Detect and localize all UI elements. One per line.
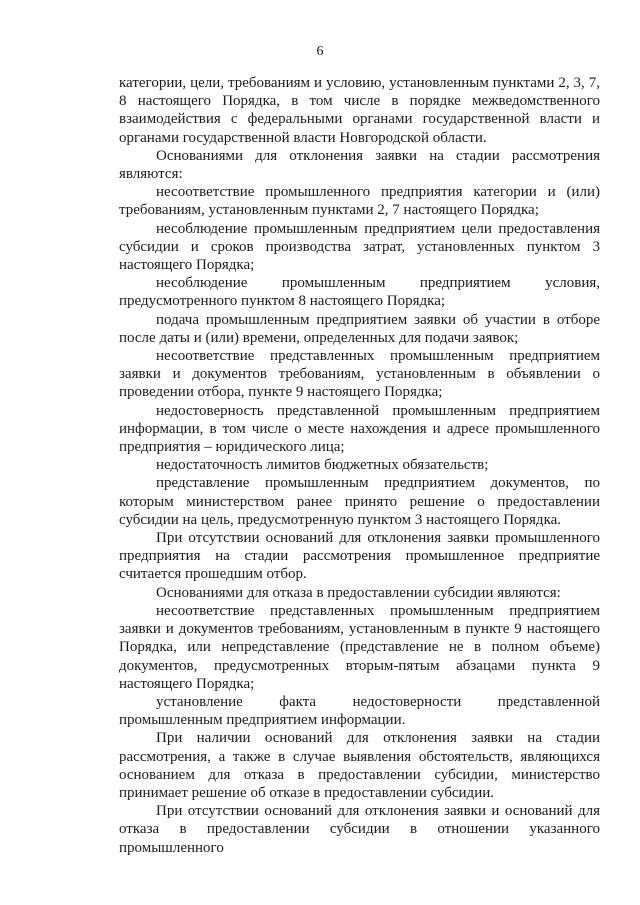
paragraph-8: недостоверность представленной промышленным предприятием информации, в том числе о месте нахождения и адресе промышленного предприятия – юридического лица;	[119, 402, 600, 456]
paragraph-2: Основаниями для отклонения заявки на стадии рассмотрения являются:	[119, 147, 600, 183]
paragraph-9: недостаточность лимитов бюджетных обязательств;	[156, 457, 489, 474]
paragraph-5: несоблюдение промышленным предприятием условия, предусмотренного пунктом 8 настоящего Порядка;	[119, 275, 600, 310]
paragraph-15: При наличии оснований для отклонения заявки на стадии рассмотрения, а также в случае выявления обстоятельств, являющихся основанием для отказа в предоставлении субсидии, министерство принимает решение об отказе в предоставлении субсидии.	[119, 730, 600, 801]
paragraph-4: несоблюдение промышленным предприятием цели предоставления субсидии и сроков производства затрат, установленных пунктом 3 настоящего Порядка;	[119, 220, 600, 274]
paragraph-16: При отсутствии оснований для отклонения заявки и оснований для отказа в предоставлении субсидии в отношении указанного промышленного	[119, 803, 600, 856]
paragraph-10: представление промышленным предприятием документов, по которым министерством ранее принято решение о предоставлении субсидии на цель, предусмотренную пунктом 3 настоящего Порядка.	[119, 475, 600, 528]
paragraph-13: несоответствие представленных промышленным предприятием заявки и документов требованиям, установленным в пункте 9 настоящего Порядка, или непредставление (представление не в полном объеме) документов, предусмотренных вторым-пятым абзацами пункта 9 настоящего Порядка;	[119, 602, 600, 692]
paragraph-1: категории, цели, требованиям и условию, установленным пунктами 2, 3, 7, 8 настоящего Порядка, в том числе в порядке межведомственного взаимодействия с федеральными органами государственной власти и органами государственной власти Новгородской области.	[119, 75, 600, 146]
paragraph-14: установление факта недостоверности представленной промышленным предприятием информации.	[119, 693, 600, 729]
paragraph-3: несоответствие промышленного предприятия категории и (или) требованиям, установленным пунктами 2, 7 настоящего Порядка;	[119, 184, 600, 219]
document-body	[119, 74, 600, 857]
paragraph-11: При отсутствии оснований для отклонения заявки промышленного предприятия на стадии рассмотрения промышленное предприятие считается прошедшим отбор.	[119, 530, 600, 583]
paragraph-6: подача промышленным предприятием заявки об участии в отборе после даты и (или) времени, определенных для подачи заявок;	[119, 311, 600, 346]
paragraph-7: несоответствие представленных промышленным предприятием заявки и документов требованиям, установленным в объявлении о проведении отбора, пункте 9 настоящего Порядка;	[119, 348, 600, 401]
paragraph-12: Основаниями для отказа в предоставлении субсидии являются:	[156, 584, 561, 601]
page-number: 6	[316, 44, 324, 59]
